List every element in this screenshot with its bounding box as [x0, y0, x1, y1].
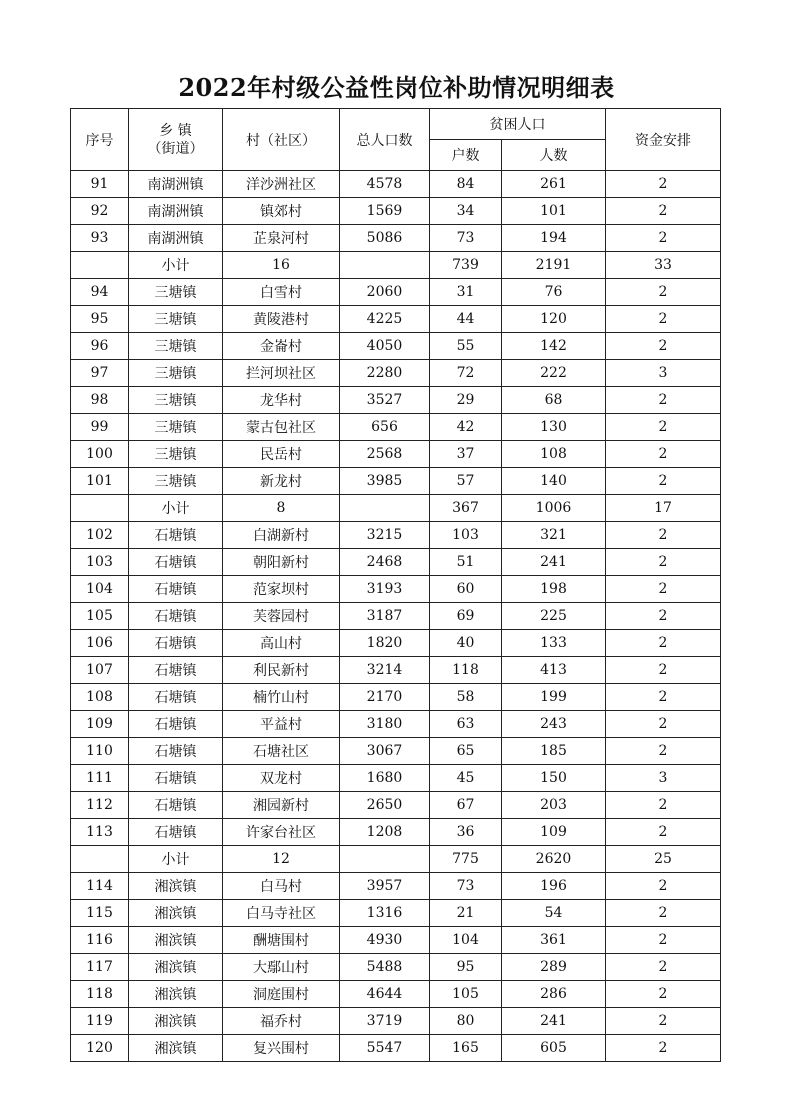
table-row	[71, 1008, 721, 1035]
cell-funding: 2	[606, 900, 721, 927]
cell-persons: 109	[502, 819, 606, 846]
cell-funding: 3	[606, 765, 721, 792]
cell-funding: 2	[606, 387, 721, 414]
table-row	[71, 441, 721, 468]
cell-persons: 225	[502, 603, 606, 630]
cell-households: 44	[430, 306, 502, 333]
cell-village: 镇郊村	[223, 198, 340, 225]
cell-households: 118	[430, 657, 502, 684]
cell-funding: 2	[606, 1035, 721, 1062]
cell-households: 31	[430, 279, 502, 306]
cell-households: 80	[430, 1008, 502, 1035]
cell-persons: 108	[502, 441, 606, 468]
cell-village: 范家坝村	[223, 576, 340, 603]
cell-village: 洋沙洲社区	[223, 171, 340, 198]
cell-town: 三塘镇	[129, 441, 223, 468]
table-row	[71, 414, 721, 441]
cell-seq: 113	[71, 819, 129, 846]
cell-village: 蒙古包社区	[223, 414, 340, 441]
cell-population: 1208	[340, 819, 430, 846]
cell-seq: 96	[71, 333, 129, 360]
table-row	[71, 360, 721, 387]
cell-persons: 2620	[502, 846, 606, 873]
cell-funding: 2	[606, 711, 721, 738]
header-town-line1: 乡 镇	[159, 122, 192, 139]
cell-persons: 241	[502, 1008, 606, 1035]
cell-persons: 194	[502, 225, 606, 252]
cell-persons: 140	[502, 468, 606, 495]
table-row	[71, 306, 721, 333]
table-row	[71, 549, 721, 576]
cell-seq: 114	[71, 873, 129, 900]
cell-seq: 110	[71, 738, 129, 765]
cell-seq	[71, 495, 129, 522]
cell-subtotal-label: 小计	[129, 495, 223, 522]
cell-households: 72	[430, 360, 502, 387]
cell-village: 白湖新村	[223, 522, 340, 549]
cell-seq: 107	[71, 657, 129, 684]
cell-village: 白雪村	[223, 279, 340, 306]
cell-town: 石塘镇	[129, 738, 223, 765]
cell-town: 三塘镇	[129, 279, 223, 306]
cell-persons: 120	[502, 306, 606, 333]
cell-funding: 17	[606, 495, 721, 522]
cell-village: 洞庭围村	[223, 981, 340, 1008]
cell-population: 2170	[340, 684, 430, 711]
cell-town: 湘滨镇	[129, 1035, 223, 1062]
cell-persons: 243	[502, 711, 606, 738]
cell-persons: 2191	[502, 252, 606, 279]
cell-funding: 2	[606, 927, 721, 954]
table-row	[71, 819, 721, 846]
page-title: 2022年村级公益性岗位补助情况明细表	[178, 73, 615, 102]
cell-seq: 103	[71, 549, 129, 576]
table-row	[71, 576, 721, 603]
cell-persons: 198	[502, 576, 606, 603]
table-row	[71, 171, 721, 198]
cell-village: 湘园新村	[223, 792, 340, 819]
cell-households: 34	[430, 198, 502, 225]
cell-households: 67	[430, 792, 502, 819]
cell-village: 楠竹山村	[223, 684, 340, 711]
cell-population: 1820	[340, 630, 430, 657]
cell-population: 3180	[340, 711, 430, 738]
cell-village: 利民新村	[223, 657, 340, 684]
cell-funding: 2	[606, 657, 721, 684]
cell-population: 2280	[340, 360, 430, 387]
cell-households: 42	[430, 414, 502, 441]
cell-population: 5488	[340, 954, 430, 981]
cell-village: 朝阳新村	[223, 549, 340, 576]
cell-population: 5086	[340, 225, 430, 252]
cell-funding: 33	[606, 252, 721, 279]
table-row	[71, 468, 721, 495]
cell-households: 65	[430, 738, 502, 765]
cell-town: 石塘镇	[129, 576, 223, 603]
cell-village: 许家台社区	[223, 819, 340, 846]
cell-town: 湘滨镇	[129, 927, 223, 954]
cell-town: 石塘镇	[129, 711, 223, 738]
header-town	[129, 109, 223, 171]
cell-population: 2650	[340, 792, 430, 819]
cell-seq: 99	[71, 414, 129, 441]
cell-subtotal-label: 小计	[129, 252, 223, 279]
cell-households: 51	[430, 549, 502, 576]
cell-town: 湘滨镇	[129, 981, 223, 1008]
cell-town: 石塘镇	[129, 792, 223, 819]
cell-town: 三塘镇	[129, 468, 223, 495]
cell-town: 石塘镇	[129, 630, 223, 657]
cell-households: 775	[430, 846, 502, 873]
cell-persons: 289	[502, 954, 606, 981]
cell-seq: 111	[71, 765, 129, 792]
cell-population: 3985	[340, 468, 430, 495]
cell-households: 104	[430, 927, 502, 954]
cell-households: 45	[430, 765, 502, 792]
cell-persons: 413	[502, 657, 606, 684]
cell-subtotal-label: 小计	[129, 846, 223, 873]
cell-persons: 286	[502, 981, 606, 1008]
cell-subtotal-count: 8	[223, 495, 340, 522]
cell-funding: 2	[606, 954, 721, 981]
cell-village: 黄陵港村	[223, 306, 340, 333]
cell-seq: 97	[71, 360, 129, 387]
cell-town: 湘滨镇	[129, 1008, 223, 1035]
cell-funding: 25	[606, 846, 721, 873]
cell-seq: 91	[71, 171, 129, 198]
header-seq: 序号	[71, 109, 129, 171]
cell-village: 双龙村	[223, 765, 340, 792]
cell-seq: 119	[71, 1008, 129, 1035]
table-row	[71, 711, 721, 738]
header-population: 总人口数	[340, 109, 430, 171]
cell-funding: 2	[606, 576, 721, 603]
cell-village: 芷泉河村	[223, 225, 340, 252]
cell-persons: 1006	[502, 495, 606, 522]
cell-town: 湘滨镇	[129, 873, 223, 900]
cell-population	[340, 495, 430, 522]
cell-seq: 94	[71, 279, 129, 306]
table-row	[71, 900, 721, 927]
cell-seq: 118	[71, 981, 129, 1008]
cell-households: 103	[430, 522, 502, 549]
cell-population	[340, 252, 430, 279]
cell-persons: 101	[502, 198, 606, 225]
table-row	[71, 927, 721, 954]
cell-seq: 105	[71, 603, 129, 630]
cell-village: 复兴围村	[223, 1035, 340, 1062]
cell-village: 福乔村	[223, 1008, 340, 1035]
cell-seq: 116	[71, 927, 129, 954]
cell-seq: 109	[71, 711, 129, 738]
cell-village: 新龙村	[223, 468, 340, 495]
cell-town: 南湖洲镇	[129, 225, 223, 252]
cell-town: 石塘镇	[129, 522, 223, 549]
cell-households: 73	[430, 873, 502, 900]
cell-town: 三塘镇	[129, 333, 223, 360]
cell-households: 95	[430, 954, 502, 981]
cell-households: 21	[430, 900, 502, 927]
cell-population: 4930	[340, 927, 430, 954]
cell-seq: 104	[71, 576, 129, 603]
table-row	[71, 333, 721, 360]
cell-seq: 93	[71, 225, 129, 252]
table-row	[71, 198, 721, 225]
cell-funding: 2	[606, 738, 721, 765]
cell-persons: 133	[502, 630, 606, 657]
cell-households: 165	[430, 1035, 502, 1062]
table-body	[71, 171, 721, 1062]
cell-funding: 2	[606, 198, 721, 225]
cell-seq: 95	[71, 306, 129, 333]
cell-town: 南湖洲镇	[129, 198, 223, 225]
cell-persons: 203	[502, 792, 606, 819]
header-funding: 资金安排	[606, 109, 721, 171]
cell-town: 石塘镇	[129, 819, 223, 846]
cell-funding: 2	[606, 603, 721, 630]
cell-households: 36	[430, 819, 502, 846]
cell-town: 石塘镇	[129, 603, 223, 630]
cell-population: 2060	[340, 279, 430, 306]
cell-persons: 130	[502, 414, 606, 441]
cell-population: 4225	[340, 306, 430, 333]
cell-population: 4050	[340, 333, 430, 360]
cell-seq: 101	[71, 468, 129, 495]
cell-population: 5547	[340, 1035, 430, 1062]
subtotal-row	[71, 252, 721, 279]
cell-seq	[71, 252, 129, 279]
cell-funding: 2	[606, 171, 721, 198]
cell-households: 40	[430, 630, 502, 657]
cell-persons: 68	[502, 387, 606, 414]
table-row	[71, 684, 721, 711]
cell-funding: 2	[606, 981, 721, 1008]
cell-population: 3193	[340, 576, 430, 603]
cell-households: 58	[430, 684, 502, 711]
cell-population: 3067	[340, 738, 430, 765]
cell-households: 73	[430, 225, 502, 252]
cell-population: 3957	[340, 873, 430, 900]
cell-town: 南湖洲镇	[129, 171, 223, 198]
cell-persons: 261	[502, 171, 606, 198]
cell-households: 69	[430, 603, 502, 630]
cell-village: 平益村	[223, 711, 340, 738]
cell-households: 739	[430, 252, 502, 279]
cell-village: 白马寺社区	[223, 900, 340, 927]
table-row	[71, 279, 721, 306]
table-row	[71, 765, 721, 792]
table-row	[71, 981, 721, 1008]
header-persons: 人数	[502, 140, 606, 171]
cell-population: 4578	[340, 171, 430, 198]
cell-town: 石塘镇	[129, 657, 223, 684]
cell-funding: 2	[606, 333, 721, 360]
cell-households: 57	[430, 468, 502, 495]
table-row	[71, 954, 721, 981]
table-row	[71, 792, 721, 819]
cell-town: 三塘镇	[129, 360, 223, 387]
cell-funding: 2	[606, 873, 721, 900]
cell-persons: 241	[502, 549, 606, 576]
table-row	[71, 630, 721, 657]
cell-population: 3527	[340, 387, 430, 414]
cell-households: 55	[430, 333, 502, 360]
cell-village: 龙华村	[223, 387, 340, 414]
cell-village: 芙蓉园村	[223, 603, 340, 630]
table-row	[71, 738, 721, 765]
cell-funding: 2	[606, 792, 721, 819]
cell-funding: 2	[606, 522, 721, 549]
cell-town: 石塘镇	[129, 684, 223, 711]
table-row	[71, 522, 721, 549]
cell-funding: 2	[606, 279, 721, 306]
cell-subtotal-count: 12	[223, 846, 340, 873]
cell-seq: 98	[71, 387, 129, 414]
cell-households: 105	[430, 981, 502, 1008]
cell-persons: 142	[502, 333, 606, 360]
cell-funding: 2	[606, 819, 721, 846]
cell-seq: 115	[71, 900, 129, 927]
subsidy-table	[70, 108, 721, 1062]
cell-population: 3214	[340, 657, 430, 684]
cell-village: 大鄢山村	[223, 954, 340, 981]
cell-funding: 2	[606, 630, 721, 657]
cell-funding: 2	[606, 1008, 721, 1035]
cell-funding: 3	[606, 360, 721, 387]
cell-persons: 196	[502, 873, 606, 900]
cell-persons: 321	[502, 522, 606, 549]
cell-funding: 2	[606, 414, 721, 441]
table-row	[71, 873, 721, 900]
cell-village: 民岳村	[223, 441, 340, 468]
cell-funding: 2	[606, 441, 721, 468]
cell-persons: 199	[502, 684, 606, 711]
cell-village: 高山村	[223, 630, 340, 657]
subtotal-row	[71, 846, 721, 873]
cell-seq: 106	[71, 630, 129, 657]
cell-population: 1316	[340, 900, 430, 927]
table-row	[71, 225, 721, 252]
cell-town: 三塘镇	[129, 387, 223, 414]
cell-persons: 605	[502, 1035, 606, 1062]
cell-village: 白马村	[223, 873, 340, 900]
cell-households: 84	[430, 171, 502, 198]
header-village: 村（社区）	[223, 109, 340, 171]
cell-households: 29	[430, 387, 502, 414]
cell-subtotal-count: 16	[223, 252, 340, 279]
cell-village: 拦河坝社区	[223, 360, 340, 387]
cell-seq: 108	[71, 684, 129, 711]
cell-funding: 2	[606, 225, 721, 252]
cell-seq: 120	[71, 1035, 129, 1062]
cell-population: 3215	[340, 522, 430, 549]
cell-town: 三塘镇	[129, 306, 223, 333]
cell-persons: 185	[502, 738, 606, 765]
cell-funding: 2	[606, 468, 721, 495]
cell-seq: 92	[71, 198, 129, 225]
cell-town: 湘滨镇	[129, 954, 223, 981]
cell-village: 石塘社区	[223, 738, 340, 765]
cell-village: 金崙村	[223, 333, 340, 360]
cell-seq: 112	[71, 792, 129, 819]
cell-households: 37	[430, 441, 502, 468]
cell-persons: 76	[502, 279, 606, 306]
cell-village: 酬塘围村	[223, 927, 340, 954]
cell-population: 1680	[340, 765, 430, 792]
cell-seq: 102	[71, 522, 129, 549]
cell-persons: 222	[502, 360, 606, 387]
cell-population: 2468	[340, 549, 430, 576]
cell-households: 367	[430, 495, 502, 522]
subtotal-row	[71, 495, 721, 522]
table-row	[71, 1035, 721, 1062]
cell-population: 1569	[340, 198, 430, 225]
cell-town: 石塘镇	[129, 549, 223, 576]
header-town-line2: （街道）	[147, 140, 204, 157]
cell-funding: 2	[606, 549, 721, 576]
cell-seq	[71, 846, 129, 873]
cell-funding: 2	[606, 684, 721, 711]
cell-population: 4644	[340, 981, 430, 1008]
table-row	[71, 657, 721, 684]
cell-seq: 117	[71, 954, 129, 981]
cell-population	[340, 846, 430, 873]
cell-town: 三塘镇	[129, 414, 223, 441]
cell-persons: 54	[502, 900, 606, 927]
cell-town: 湘滨镇	[129, 900, 223, 927]
cell-funding: 2	[606, 306, 721, 333]
cell-persons: 361	[502, 927, 606, 954]
table-row	[71, 387, 721, 414]
header-row-top	[71, 109, 721, 140]
cell-persons: 150	[502, 765, 606, 792]
header-poor: 贫困人口	[430, 109, 606, 140]
cell-households: 60	[430, 576, 502, 603]
cell-seq: 100	[71, 441, 129, 468]
cell-population: 2568	[340, 441, 430, 468]
cell-population: 3187	[340, 603, 430, 630]
cell-population: 656	[340, 414, 430, 441]
header-households: 户数	[430, 140, 502, 171]
cell-town: 石塘镇	[129, 765, 223, 792]
cell-population: 3719	[340, 1008, 430, 1035]
table-row	[71, 603, 721, 630]
cell-households: 63	[430, 711, 502, 738]
